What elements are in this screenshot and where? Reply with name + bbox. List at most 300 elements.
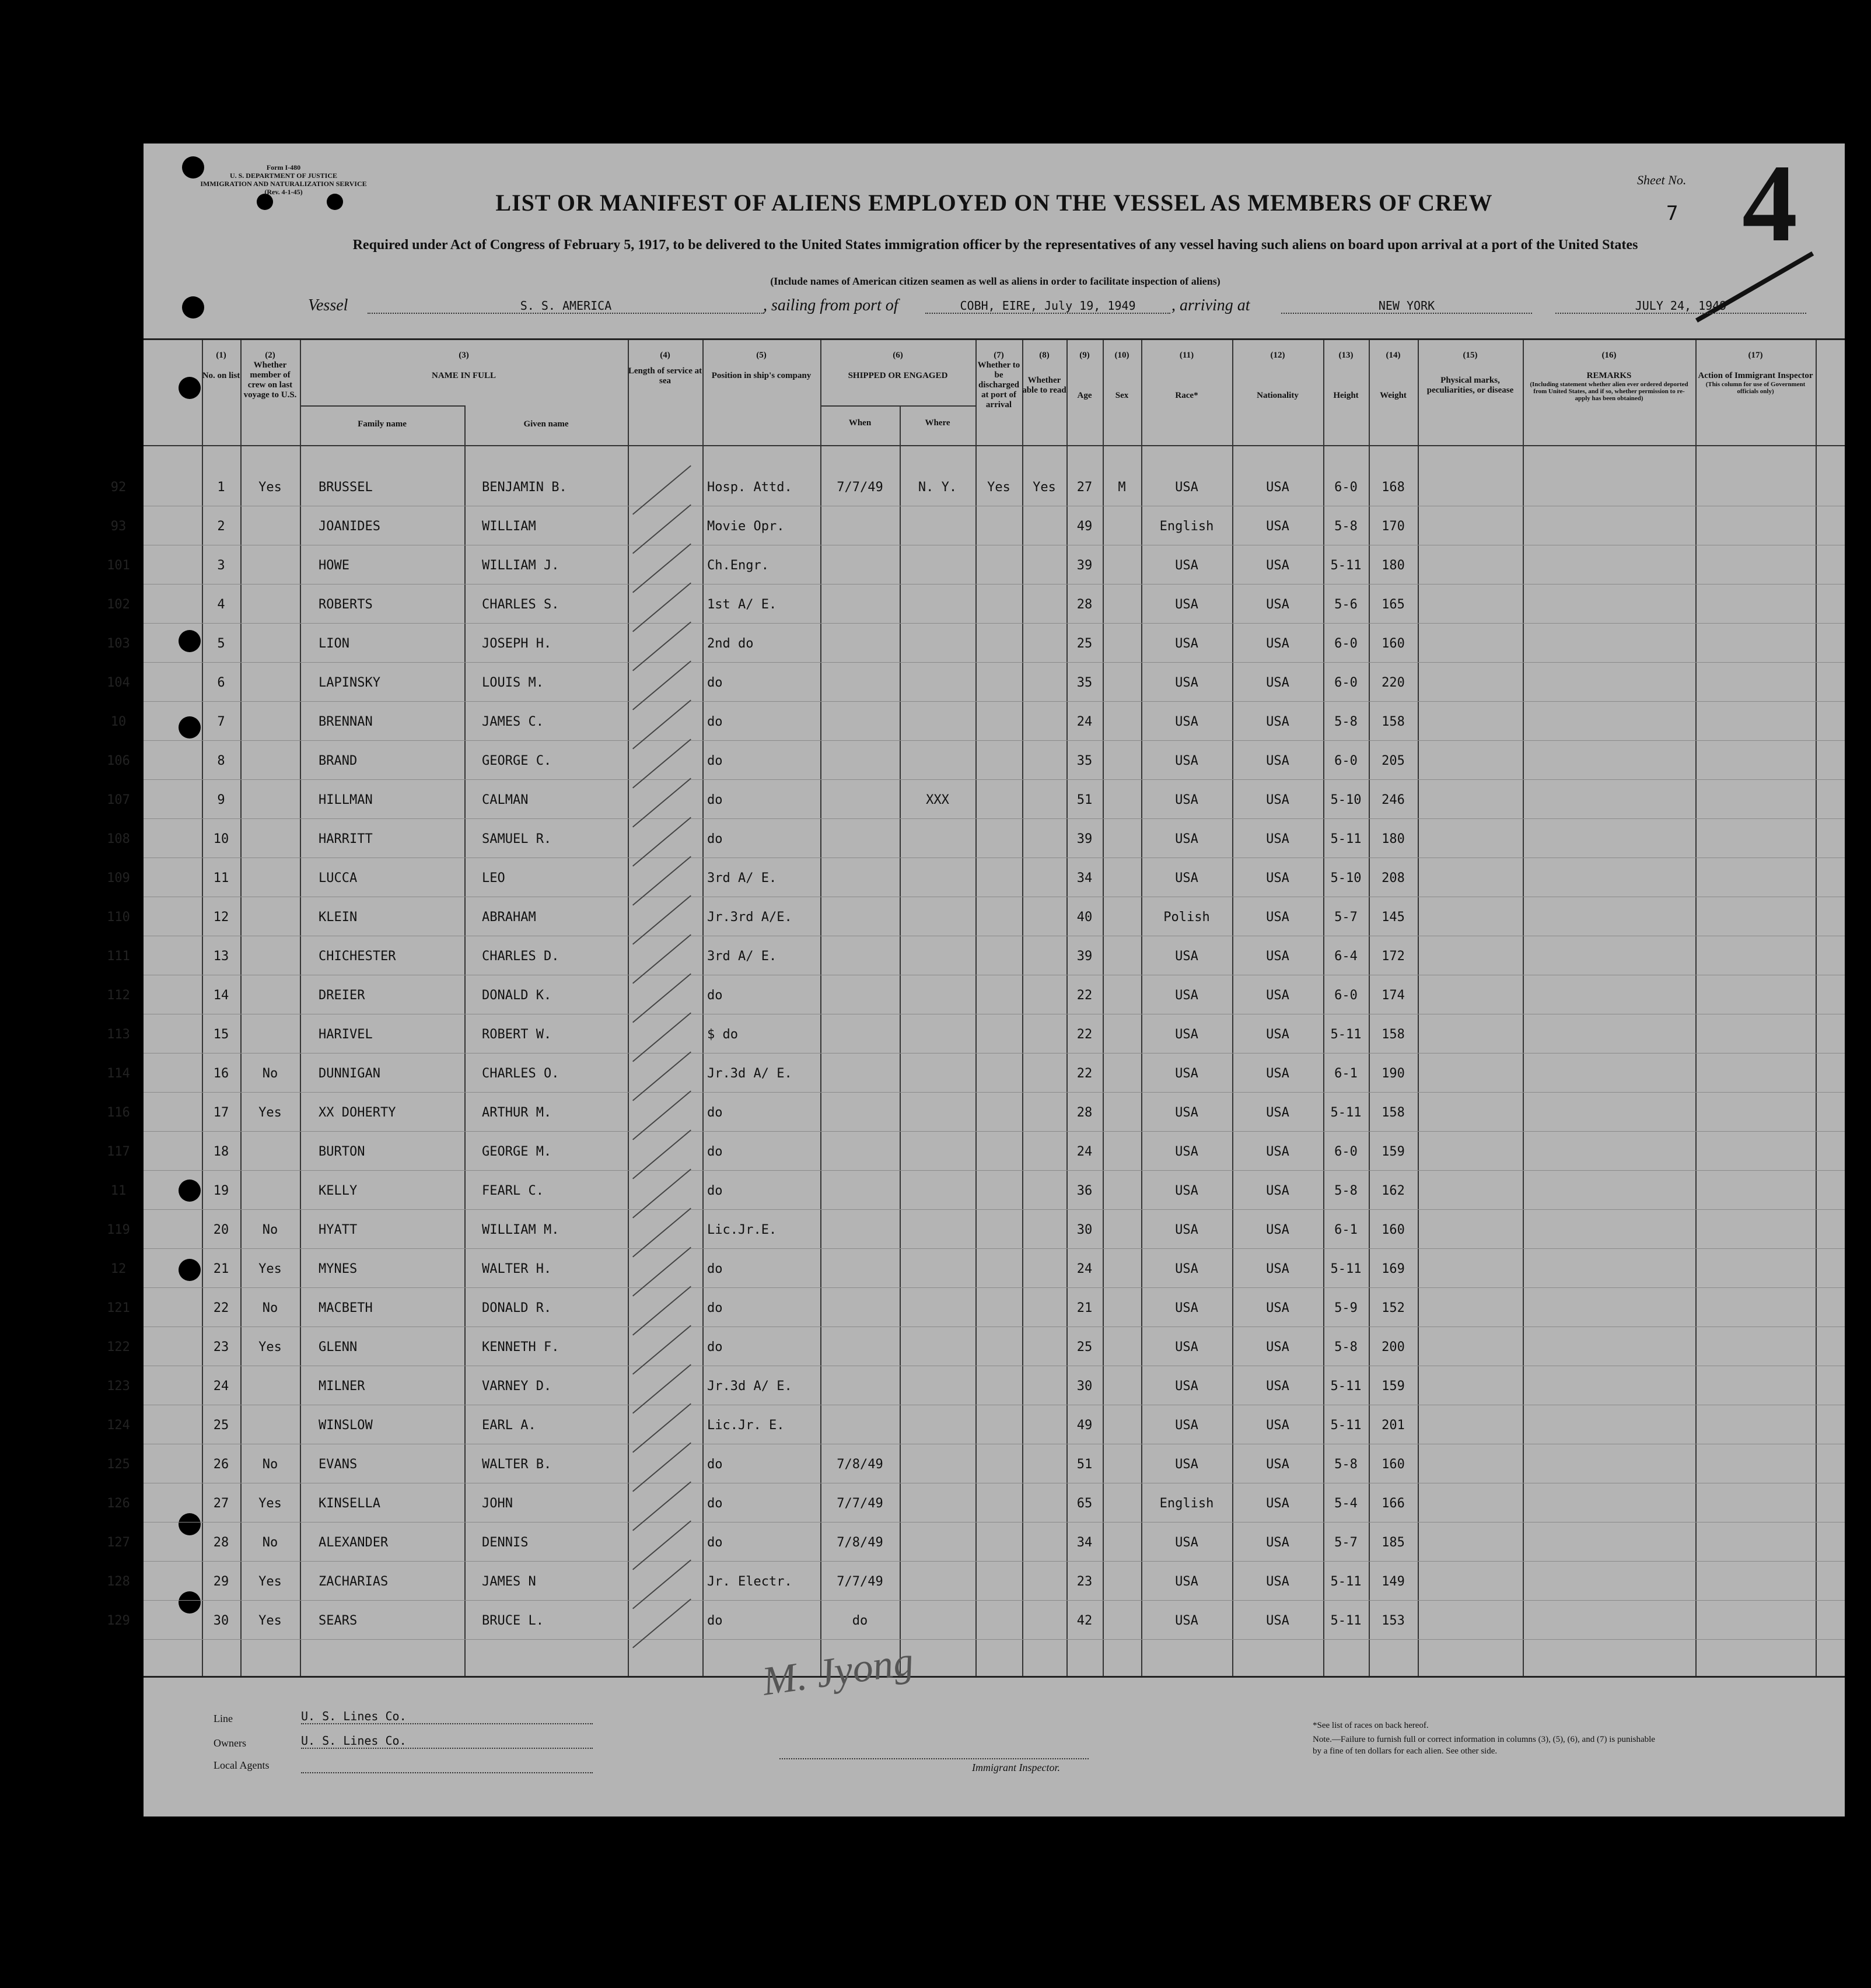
cell-margin: 101 — [107, 558, 130, 573]
form-department: U. S. DEPARTMENT OF JUSTICE — [229, 172, 338, 180]
cell-given: CHARLES S. — [482, 597, 559, 612]
sailing-label: , sailing from port of — [763, 296, 898, 314]
cell-weight: 160 — [1382, 1457, 1405, 1472]
cell-weight: 166 — [1382, 1496, 1405, 1511]
cell-family: DREIER — [319, 988, 365, 1003]
crew-table — [107, 338, 1845, 1678]
cell-margin: 104 — [107, 676, 130, 690]
cell-position: Lic.Jr.E. — [707, 1223, 777, 1237]
cell-family: LUCCA — [319, 871, 358, 886]
cell-race: USA — [1175, 636, 1198, 651]
cell-race: USA — [1175, 1262, 1198, 1276]
cell-height: 5-7 — [1334, 1535, 1358, 1550]
cell-race: USA — [1175, 1340, 1198, 1354]
cell-nat: USA — [1266, 1535, 1289, 1550]
service-tick — [632, 856, 691, 905]
cell-race: USA — [1175, 754, 1198, 768]
cell-position: Lic.Jr. E. — [707, 1418, 785, 1433]
sheet-number: 7 — [1666, 202, 1678, 225]
cell-where: XXX — [926, 793, 949, 807]
cell-height: 5-11 — [1330, 1027, 1362, 1042]
cell-when: do — [852, 1614, 868, 1628]
header-col10: (10) Sex — [1114, 351, 1129, 400]
cell-no: 30 — [213, 1614, 229, 1628]
cell-margin: 125 — [107, 1457, 130, 1472]
arriving-label: , arriving at — [1171, 296, 1250, 314]
cell-race: USA — [1175, 597, 1198, 612]
cell-nat: USA — [1266, 832, 1289, 846]
cell-height: 6-4 — [1334, 949, 1358, 964]
cell-given: WALTER H. — [482, 1262, 552, 1276]
cell-no: 25 — [213, 1418, 229, 1433]
cell-position: Jr.3rd A/E. — [707, 910, 792, 925]
cell-position: do — [707, 754, 723, 768]
cell-last: Yes — [258, 1340, 282, 1354]
cell-weight: 246 — [1382, 793, 1405, 807]
cell-given: DONALD R. — [482, 1301, 552, 1315]
cell-race: English — [1159, 519, 1214, 534]
cell-race: USA — [1175, 1223, 1198, 1237]
service-tick — [632, 1208, 691, 1257]
cell-height: 5-11 — [1330, 1379, 1362, 1394]
cell-when: 7/8/49 — [837, 1535, 883, 1550]
service-tick — [632, 1403, 691, 1452]
cell-age: 34 — [1076, 871, 1093, 886]
cell-no: 20 — [213, 1223, 229, 1237]
cell-no: 29 — [213, 1574, 229, 1589]
cell-age: 27 — [1076, 480, 1093, 495]
cell-age: 30 — [1076, 1379, 1093, 1394]
cell-no: 28 — [213, 1535, 229, 1550]
cell-given: WILLIAM M. — [482, 1223, 559, 1237]
header-family-name: Family name — [358, 419, 407, 429]
cell-nat: USA — [1266, 1301, 1289, 1315]
cell-position: do — [707, 988, 723, 1003]
cell-last: Yes — [258, 1262, 282, 1276]
cell-position: 1st A/ E. — [707, 597, 777, 612]
cell-family: DUNNIGAN — [319, 1066, 380, 1081]
cell-weight: 162 — [1382, 1184, 1405, 1198]
cell-margin: 126 — [107, 1496, 130, 1511]
cell-family: MYNES — [319, 1262, 358, 1276]
service-tick — [632, 504, 691, 554]
cell-height: 5-8 — [1334, 1457, 1358, 1472]
cell-last: Yes — [258, 1574, 282, 1589]
cell-family: HARRITT — [319, 832, 373, 846]
cell-weight: 159 — [1382, 1379, 1405, 1394]
cell-margin: 107 — [107, 793, 130, 807]
cell-age: 36 — [1076, 1184, 1093, 1198]
cell-race: USA — [1175, 949, 1198, 964]
cell-nat: USA — [1266, 480, 1289, 495]
cell-read: Yes — [1033, 480, 1056, 495]
cell-where: N. Y. — [918, 480, 957, 495]
line-value: U. S. Lines Co. — [301, 1709, 593, 1724]
page-instruction: (Include names of American citizen seamen as well as aliens in order to facilitate inspection of aliens) — [770, 275, 1220, 287]
cell-race: USA — [1175, 1184, 1198, 1198]
line-label: Line — [214, 1713, 233, 1724]
penalty-note: Note.—Failure to furnish full or correct information in columns (3), (5), (6), and (7) is punishable by a fine of ten dollars for each alien. See other side. — [1313, 1735, 1655, 1756]
service-tick — [632, 738, 691, 788]
cell-position: do — [707, 1301, 723, 1315]
cell-margin: 108 — [107, 832, 130, 846]
cell-family: KINSELLA — [319, 1496, 380, 1511]
cell-position: Hosp. Attd. — [707, 480, 792, 495]
cell-given: FEARL C. — [482, 1184, 544, 1198]
cell-family: HARIVEL — [319, 1027, 373, 1042]
cell-nat: USA — [1266, 1184, 1289, 1198]
cell-race: USA — [1175, 832, 1198, 846]
cell-position: do — [707, 715, 723, 729]
header-col17: (17) Action of Immigrant Inspector (This column for use of Government officials only) — [1698, 351, 1813, 395]
cell-given: SAMUEL R. — [482, 832, 552, 846]
cell-nat: USA — [1266, 1105, 1289, 1120]
cell-margin: 128 — [107, 1574, 130, 1589]
cell-race: USA — [1175, 480, 1198, 495]
cell-race: USA — [1175, 715, 1198, 729]
cell-margin: 122 — [107, 1340, 130, 1354]
cell-no: 8 — [217, 754, 225, 768]
cell-height: 6-0 — [1334, 1144, 1358, 1159]
cell-family: EVANS — [319, 1457, 358, 1472]
cell-weight: 152 — [1382, 1301, 1405, 1315]
cell-height: 5-11 — [1330, 558, 1362, 573]
cell-position: do — [707, 1105, 723, 1120]
cell-nat: USA — [1266, 676, 1289, 690]
service-tick — [632, 895, 691, 944]
cell-margin: 12 — [110, 1262, 127, 1276]
cell-race: USA — [1175, 1574, 1198, 1589]
cell-age: 49 — [1076, 1418, 1093, 1433]
cell-no: 2 — [217, 519, 225, 534]
service-tick — [632, 817, 691, 866]
cell-given: LOUIS M. — [482, 676, 544, 690]
cell-no: 13 — [213, 949, 229, 964]
cell-race: USA — [1175, 988, 1198, 1003]
manifest-sheet — [107, 142, 1845, 1817]
cell-age: 22 — [1076, 1027, 1093, 1042]
page-title: LIST OR MANIFEST OF ALIENS EMPLOYED ON THE VESSEL AS MEMBERS OF CREW — [495, 190, 1493, 216]
cell-family: WINSLOW — [319, 1418, 373, 1433]
cell-height: 5-6 — [1334, 597, 1358, 612]
cell-age: 23 — [1076, 1574, 1093, 1589]
cell-weight: 149 — [1382, 1574, 1405, 1589]
cell-position: Jr.3d A/ E. — [707, 1379, 792, 1394]
cell-margin: 93 — [110, 519, 127, 534]
cell-family: LION — [319, 636, 349, 651]
cell-age: 35 — [1076, 754, 1093, 768]
cell-family: HYATT — [319, 1223, 358, 1237]
local-agents-value — [301, 1759, 593, 1773]
cell-weight: 160 — [1382, 636, 1405, 651]
cell-family: XX DOHERTY — [319, 1105, 396, 1120]
cell-age: 49 — [1076, 519, 1093, 534]
cell-weight: 158 — [1382, 715, 1405, 729]
service-tick — [632, 1559, 691, 1609]
cell-nat: USA — [1266, 1496, 1289, 1511]
form-number: Form I-480 — [266, 163, 301, 172]
cell-weight: 208 — [1382, 871, 1405, 886]
cell-family: HOWE — [319, 558, 349, 573]
service-tick — [632, 1364, 691, 1413]
cell-age: 39 — [1076, 558, 1093, 573]
cell-when: 7/8/49 — [837, 1457, 883, 1472]
service-tick — [632, 1325, 691, 1374]
cell-weight: 220 — [1382, 676, 1405, 690]
cell-last: No — [262, 1301, 278, 1315]
cell-last: Yes — [258, 1614, 282, 1628]
cell-nat: USA — [1266, 558, 1289, 573]
cell-age: 42 — [1076, 1614, 1093, 1628]
cell-position: 3rd A/ E. — [707, 871, 777, 886]
cell-nat: USA — [1266, 1066, 1289, 1081]
cell-last: No — [262, 1457, 278, 1472]
cell-age: 22 — [1076, 1066, 1093, 1081]
cell-weight: 185 — [1382, 1535, 1405, 1550]
sheet-label: Sheet No. — [1637, 173, 1687, 187]
cell-no: 1 — [217, 480, 225, 495]
cell-margin: 112 — [107, 988, 130, 1003]
cell-weight: 180 — [1382, 832, 1405, 846]
cell-age: 21 — [1076, 1301, 1093, 1315]
cell-race: USA — [1175, 558, 1198, 573]
cell-margin: 121 — [107, 1301, 130, 1315]
cell-given: JOHN — [482, 1496, 513, 1511]
cell-position: Ch.Engr. — [707, 558, 769, 573]
header-col5: (5) Position in ship's company — [711, 351, 812, 380]
cell-age: 30 — [1076, 1223, 1093, 1237]
cell-position: do — [707, 793, 723, 807]
arrival-date: JULY 24, 1949 — [1555, 299, 1806, 314]
cell-given: CHARLES D. — [482, 949, 559, 964]
cell-height: 5-11 — [1330, 1105, 1362, 1120]
cell-age: 51 — [1076, 1457, 1093, 1472]
cell-nat: USA — [1266, 1027, 1289, 1042]
header-col1: (1) No. on list — [202, 351, 240, 380]
service-tick — [632, 934, 691, 984]
cell-race: USA — [1175, 1027, 1198, 1042]
header-col6: (6) SHIPPED OR ENGAGED — [848, 351, 948, 380]
header-col9: (9) Age — [1077, 351, 1092, 400]
cell-height: 5-11 — [1330, 1614, 1362, 1628]
cell-weight: 168 — [1382, 480, 1405, 495]
service-tick — [632, 465, 691, 514]
cell-nat: USA — [1266, 597, 1289, 612]
cell-no: 26 — [213, 1457, 229, 1472]
cell-age: 25 — [1076, 636, 1093, 651]
cell-given: JOSEPH H. — [482, 636, 552, 651]
cell-weight: 159 — [1382, 1144, 1405, 1159]
service-tick — [632, 1012, 691, 1062]
form-revision: (Rev. 4-1-45) — [264, 188, 303, 196]
cell-nat: USA — [1266, 1144, 1289, 1159]
cell-given: JAMES N — [482, 1574, 536, 1589]
cell-family: ZACHARIAS — [319, 1574, 389, 1589]
cell-margin: 124 — [107, 1418, 130, 1433]
cell-height: 5-4 — [1334, 1496, 1358, 1511]
service-tick — [632, 660, 691, 710]
cell-no: 6 — [217, 676, 225, 690]
cell-race: USA — [1175, 676, 1198, 690]
cell-family: GLENN — [319, 1340, 358, 1354]
cell-margin: 111 — [107, 949, 130, 964]
cell-no: 18 — [213, 1144, 229, 1159]
races-note: *See list of races on back hereof. — [1313, 1721, 1429, 1730]
cell-nat: USA — [1266, 1614, 1289, 1628]
cell-family: BURTON — [319, 1144, 365, 1159]
cell-no: 5 — [217, 636, 225, 651]
cell-no: 19 — [213, 1184, 229, 1198]
header-when: When — [848, 418, 872, 428]
cell-no: 3 — [217, 558, 225, 573]
cell-race: USA — [1175, 1418, 1198, 1433]
cell-race: English — [1159, 1496, 1214, 1511]
cell-no: 22 — [213, 1301, 229, 1315]
header-given-name: Given name — [523, 419, 569, 429]
service-tick — [632, 1598, 691, 1648]
cell-given: WILLIAM J. — [482, 558, 559, 573]
cell-position: Jr.3d A/ E. — [707, 1066, 792, 1081]
cell-no: 9 — [217, 793, 225, 807]
cell-nat: USA — [1266, 1262, 1289, 1276]
cell-family: ALEXANDER — [319, 1535, 389, 1550]
footer — [144, 1684, 1845, 1800]
cell-family: KLEIN — [319, 910, 358, 925]
cell-height: 5-11 — [1330, 1418, 1362, 1433]
cell-race: USA — [1175, 1457, 1198, 1472]
header-col11: (11) Race* — [1175, 351, 1198, 400]
cell-margin: 113 — [107, 1027, 130, 1042]
cell-no: 17 — [213, 1105, 229, 1120]
cell-nat: USA — [1266, 519, 1289, 534]
cell-age: 22 — [1076, 988, 1093, 1003]
cell-given: DENNIS — [482, 1535, 529, 1550]
cell-margin: 106 — [107, 754, 130, 768]
cell-height: 5-8 — [1334, 519, 1358, 534]
cell-no: 10 — [213, 832, 229, 846]
header-col7: (7) Whether to be discharged at port of arrival — [977, 351, 1020, 410]
cell-weight: 180 — [1382, 558, 1405, 573]
cell-height: 6-0 — [1334, 754, 1358, 768]
cell-height: 6-0 — [1334, 676, 1358, 690]
service-tick — [632, 1286, 691, 1335]
cell-no: 23 — [213, 1340, 229, 1354]
cell-race: Polish — [1163, 910, 1210, 925]
cell-age: 28 — [1076, 1105, 1093, 1120]
handwritten-initials: M. Jyong — [759, 1639, 917, 1704]
cell-nat: USA — [1266, 1457, 1289, 1472]
cell-family: BRUSSEL — [319, 480, 373, 495]
cell-given: ROBERT W. — [482, 1027, 552, 1042]
cell-nat: USA — [1266, 715, 1289, 729]
cell-given: EARL A. — [482, 1418, 536, 1433]
cell-sex: M — [1118, 480, 1126, 495]
cell-weight: 205 — [1382, 754, 1405, 768]
cell-given: ARTHUR M. — [482, 1105, 552, 1120]
cell-height: 5-10 — [1330, 871, 1362, 886]
cell-when: 7/7/49 — [837, 480, 883, 495]
service-tick — [632, 699, 691, 749]
cell-given: CHARLES O. — [482, 1066, 559, 1081]
cell-race: USA — [1175, 1535, 1198, 1550]
service-tick — [632, 1168, 691, 1218]
cell-height: 5-8 — [1334, 1340, 1358, 1354]
cell-no: 15 — [213, 1027, 229, 1042]
service-tick — [632, 1442, 691, 1492]
inspector-signature-line — [779, 1745, 1089, 1759]
cell-position: do — [707, 832, 723, 846]
cell-height: 6-1 — [1334, 1223, 1358, 1237]
cell-family: MACBETH — [319, 1301, 373, 1315]
service-tick — [632, 778, 691, 827]
inspector-label: Immigrant Inspector. — [972, 1762, 1060, 1773]
cell-nat: USA — [1266, 988, 1289, 1003]
cell-weight: 169 — [1382, 1262, 1405, 1276]
cell-given: GEORGE M. — [482, 1144, 552, 1159]
cell-last: No — [262, 1223, 278, 1237]
service-tick — [632, 1129, 691, 1179]
cell-race: USA — [1175, 1105, 1198, 1120]
cell-last: No — [262, 1535, 278, 1550]
cell-family: KELLY — [319, 1184, 358, 1198]
cell-position: Movie Opr. — [707, 519, 785, 534]
cell-given: WALTER B. — [482, 1457, 552, 1472]
cell-position: do — [707, 1144, 723, 1159]
cell-position: do — [707, 1457, 723, 1472]
cell-weight: 190 — [1382, 1066, 1405, 1081]
cell-margin: 123 — [107, 1379, 130, 1394]
cell-age: 65 — [1076, 1496, 1093, 1511]
cell-position: 2nd do — [707, 636, 754, 651]
cell-nat: USA — [1266, 1223, 1289, 1237]
cell-family: SEARS — [319, 1614, 358, 1628]
service-tick — [632, 621, 691, 671]
cell-position: do — [707, 1535, 723, 1550]
cell-last: Yes — [258, 480, 282, 495]
cell-no: 4 — [217, 597, 225, 612]
cell-margin: 10 — [110, 715, 127, 729]
cell-position: $ do — [707, 1027, 738, 1042]
header-where: Where — [925, 418, 950, 428]
cell-position: do — [707, 1262, 723, 1276]
cell-family: BRAND — [319, 754, 358, 768]
service-tick — [632, 1520, 691, 1570]
owners-label: Owners — [214, 1737, 246, 1749]
cell-given: LEO — [482, 871, 505, 886]
cell-when: 7/7/49 — [837, 1496, 883, 1511]
cell-age: 39 — [1076, 832, 1093, 846]
cell-nat: USA — [1266, 754, 1289, 768]
cell-margin: 11 — [110, 1184, 127, 1198]
cell-position: Jr. Electr. — [707, 1574, 792, 1589]
sailing-port: COBH, EIRE, July 19, 1949 — [925, 299, 1170, 314]
cell-position: do — [707, 1496, 723, 1511]
cell-no: 21 — [213, 1262, 229, 1276]
cell-when: 7/7/49 — [837, 1574, 883, 1589]
cell-family: MILNER — [319, 1379, 365, 1394]
service-tick — [632, 1090, 691, 1140]
cell-nat: USA — [1266, 1418, 1289, 1433]
cell-weight: 160 — [1382, 1223, 1405, 1237]
header-col13: (13) Height — [1333, 351, 1359, 400]
header-col15: (15) Physical marks, peculiarities, or disease — [1426, 351, 1514, 395]
cell-margin: 114 — [107, 1066, 130, 1081]
cell-height: 5-7 — [1334, 910, 1358, 925]
cell-last: No — [262, 1066, 278, 1081]
owners-value: U. S. Lines Co. — [301, 1734, 593, 1749]
cell-margin: 116 — [107, 1105, 130, 1120]
cell-family: JOANIDES — [319, 519, 380, 534]
